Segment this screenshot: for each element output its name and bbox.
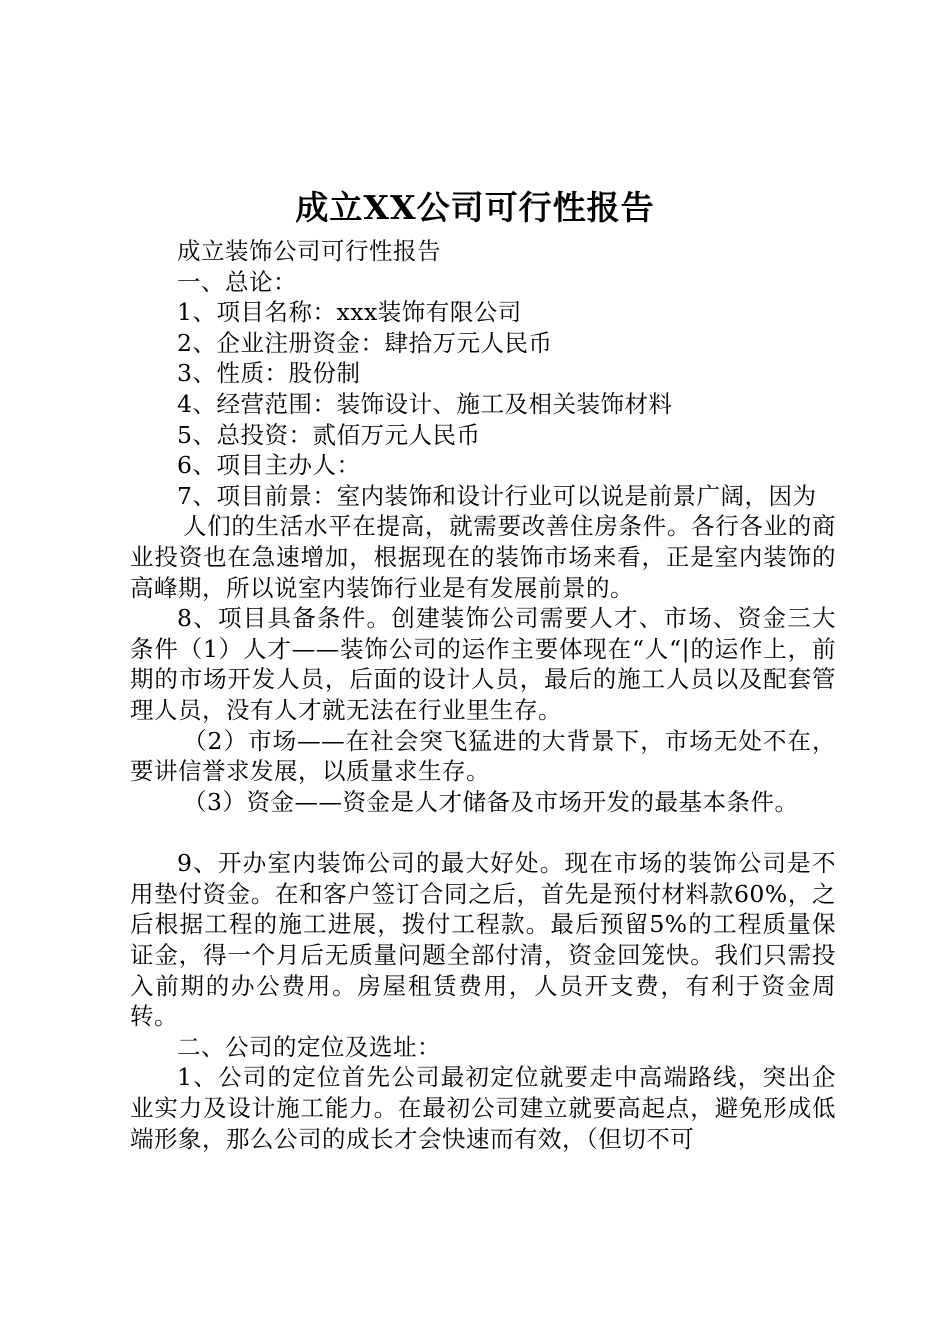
blank-line: [130, 817, 836, 848]
paragraph-advantages: 9、开办室内装饰公司的最大好处。现在市场的装饰公司是不用垫付资金。在和客户签订合同之后，首先是预付材料款60%，之后根据工程的施工进展，拨付工程款。最后预留5%的工程质量保证金，得一个月后无质量问题全部付清，资金回笼快。我们只需投入前期的办公费用。房屋租赁费用，人员开支费，有利于资金周转。: [130, 849, 836, 1031]
paragraph-business-scope: 4、经营范围：装饰设计、施工及相关装饰材料: [177, 389, 673, 418]
paragraph-market: （2）市场——在社会突飞猛进的大背景下，市场无处不在，要讲信誉求发展，以质量求生存。: [130, 726, 836, 786]
paragraph-total-investment: 5、总投资：贰佰万元人民币: [177, 420, 481, 449]
paragraph-capital: （3）资金——资金是人才储备及市场开发的最基本条件。: [183, 787, 799, 816]
paragraph-prospects-continued: 人们的生活水平在提高，就需要改善住房条件。各行各业的商业投资也在急速增加，根据现在的装饰市场来看，正是室内装饰的高峰期，所以说室内装饰行业是有发展前景的。: [130, 512, 836, 602]
paragraph-sponsor: 6、项目主办人：: [177, 451, 361, 480]
paragraph-project-name: 1、项目名称：xxx装饰有限公司: [177, 298, 522, 327]
paragraph-positioning: 1、公司的定位首先公司最初定位就要走中高端路线，突出企业实力及设计施工能力。在最初公司建立就要高起点，避免形成低端形象，那么公司的成长才会快速而有效，（但切不可: [130, 1063, 836, 1153]
paragraph-nature: 3、性质：股份制: [177, 359, 361, 388]
paragraph-subtitle: 成立装饰公司可行性报告: [177, 237, 441, 265]
paragraph-prospects: 7、项目前景：室内装饰和设计行业可以说是前景广阔，因为: [177, 481, 817, 510]
document-body: [130, 236, 836, 1154]
paragraph-conditions: 8、项目具备条件。创建装饰公司需要人才、市场、资金三大条件（1）人才——装饰公司的运作主要体现在“人“|的运作上，前期的市场开发人员，后面的设计人员，最后的施工人员以及配套管理人员，没有人才就无法在行业里生存。: [130, 604, 836, 724]
paragraph-registered-capital: 2、企业注册资金：肆拾万元人民币: [177, 328, 553, 357]
document-title: 成立XX公司可行性报告: [295, 188, 655, 227]
paragraph-section-2-heading: 二、公司的定位及选址：: [177, 1032, 441, 1061]
paragraph-section-1-heading: 一、总论：: [177, 267, 297, 296]
